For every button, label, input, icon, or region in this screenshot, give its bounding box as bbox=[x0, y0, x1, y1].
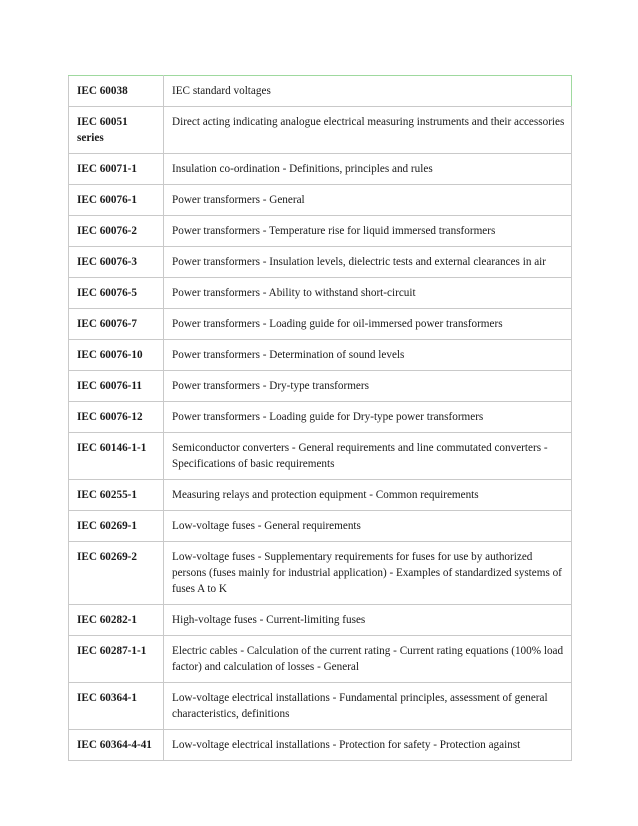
table-row bbox=[69, 730, 572, 761]
standard-description: Measuring relays and protection equipment - Common requirements bbox=[164, 480, 572, 511]
table-row bbox=[69, 542, 572, 605]
standard-code: IEC 60255-1 bbox=[69, 480, 164, 511]
standard-code: IEC 60364-4-41 bbox=[69, 730, 164, 761]
standards-table-body bbox=[69, 76, 572, 761]
standard-code: IEC 60076-3 bbox=[69, 247, 164, 278]
standard-code: IEC 60269-1 bbox=[69, 511, 164, 542]
table-row bbox=[69, 371, 572, 402]
table-row bbox=[69, 185, 572, 216]
standard-description: High-voltage fuses - Current-limiting fuses bbox=[164, 605, 572, 636]
table-row bbox=[69, 636, 572, 683]
standard-code: IEC 60076-5 bbox=[69, 278, 164, 309]
standards-table bbox=[68, 75, 572, 761]
standard-code: IEC 60287-1-1 bbox=[69, 636, 164, 683]
standard-description: Power transformers - Determination of sound levels bbox=[164, 340, 572, 371]
standard-code: IEC 60269-2 bbox=[69, 542, 164, 605]
standard-code: IEC 60071-1 bbox=[69, 154, 164, 185]
table-row bbox=[69, 480, 572, 511]
standard-description: Semiconductor converters - General requirements and line commutated converters - Specifications of basic requirements bbox=[164, 433, 572, 480]
standard-description: Power transformers - Ability to withstand short-circuit bbox=[164, 278, 572, 309]
table-row bbox=[69, 511, 572, 542]
table-row bbox=[69, 216, 572, 247]
standard-code: IEC 60076-7 bbox=[69, 309, 164, 340]
standard-description: IEC standard voltages bbox=[164, 76, 572, 107]
standard-code: IEC 60076-10 bbox=[69, 340, 164, 371]
standard-code: IEC 60076-2 bbox=[69, 216, 164, 247]
table-row bbox=[69, 340, 572, 371]
standard-description: Power transformers - Dry-type transformers bbox=[164, 371, 572, 402]
standard-code: IEC 60076-11 bbox=[69, 371, 164, 402]
standard-code: IEC 60364-1 bbox=[69, 683, 164, 730]
table-row bbox=[69, 154, 572, 185]
standard-code: IEC 60076-12 bbox=[69, 402, 164, 433]
standard-code: IEC 60282-1 bbox=[69, 605, 164, 636]
table-row bbox=[69, 605, 572, 636]
standard-code: IEC 60038 bbox=[69, 76, 164, 107]
standard-code: IEC 60051 series bbox=[69, 107, 164, 154]
table-row bbox=[69, 309, 572, 340]
table-row bbox=[69, 683, 572, 730]
standard-description: Electric cables - Calculation of the current rating - Current rating equations (100% load factor) and calculation of losses - General bbox=[164, 636, 572, 683]
table-row bbox=[69, 433, 572, 480]
standard-description: Power transformers - Temperature rise for liquid immersed transformers bbox=[164, 216, 572, 247]
standard-description: Low-voltage electrical installations - Protection for safety - Protection against bbox=[164, 730, 572, 761]
standard-code: IEC 60146-1-1 bbox=[69, 433, 164, 480]
standards-table-container bbox=[68, 75, 571, 761]
standard-code: IEC 60076-1 bbox=[69, 185, 164, 216]
table-row bbox=[69, 247, 572, 278]
standard-description: Power transformers - Insulation levels, dielectric tests and external clearances in air bbox=[164, 247, 572, 278]
standard-description: Low-voltage fuses - Supplementary requirements for fuses for use by authorized persons (fuses mainly for industrial application) - Examples of standardized systems of fuses A to K bbox=[164, 542, 572, 605]
standard-description: Power transformers - Loading guide for oil-immersed power transformers bbox=[164, 309, 572, 340]
table-row bbox=[69, 107, 572, 154]
standard-description: Low-voltage electrical installations - Fundamental principles, assessment of general characteristics, definitions bbox=[164, 683, 572, 730]
table-row bbox=[69, 402, 572, 433]
standard-description: Low-voltage fuses - General requirements bbox=[164, 511, 572, 542]
table-row bbox=[69, 278, 572, 309]
standard-description: Power transformers - Loading guide for Dry-type power transformers bbox=[164, 402, 572, 433]
standard-description: Power transformers - General bbox=[164, 185, 572, 216]
table-row bbox=[69, 76, 572, 107]
standard-description: Insulation co-ordination - Definitions, principles and rules bbox=[164, 154, 572, 185]
standard-description: Direct acting indicating analogue electrical measuring instruments and their accessories bbox=[164, 107, 572, 154]
